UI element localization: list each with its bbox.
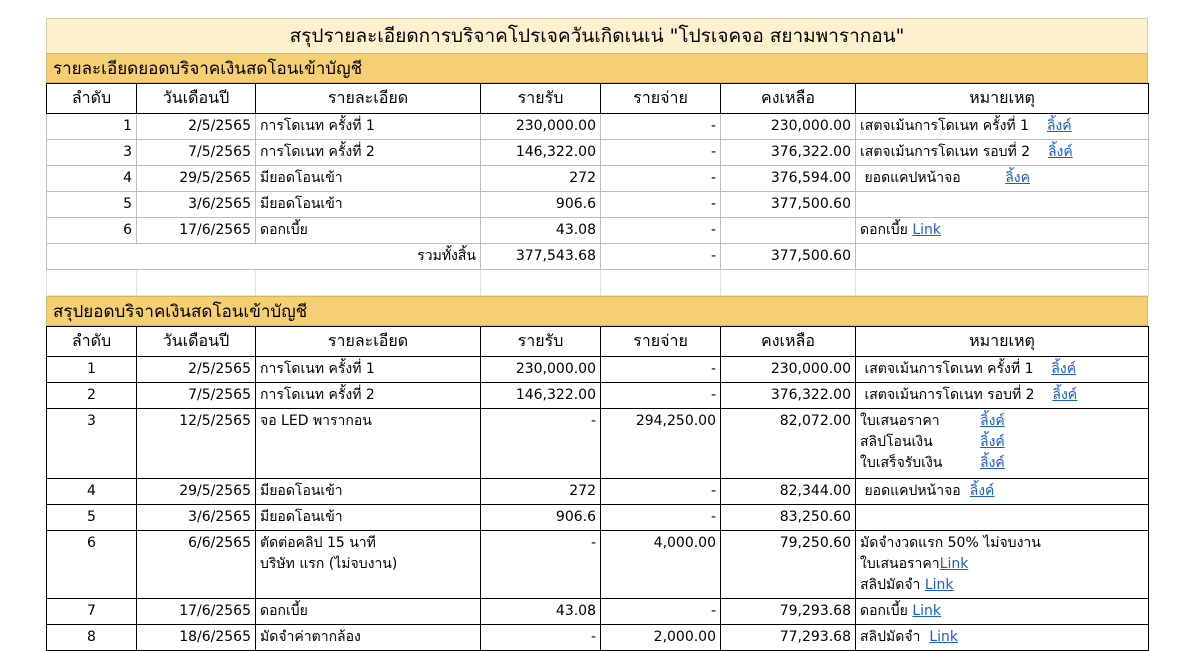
- spacer-row: [47, 270, 1149, 296]
- cell-no[interactable]: 1: [47, 357, 137, 383]
- cell-expense[interactable]: -: [601, 140, 721, 166]
- cell-no[interactable]: 6: [47, 218, 137, 244]
- detail-line: บริษัท แรก (ไม่จบงาน): [260, 556, 398, 572]
- table-row: [47, 599, 1149, 625]
- cell-detail[interactable]: มัดจำค่าตากล้อง: [256, 625, 481, 651]
- cell-income[interactable]: 272: [481, 479, 601, 505]
- cell-date[interactable]: 3/6/2565: [137, 192, 256, 218]
- empty-cell[interactable]: [601, 270, 721, 296]
- cell-no[interactable]: 4: [47, 166, 137, 192]
- cell-date[interactable]: 29/5/2565: [137, 479, 256, 505]
- cell-note[interactable]: [856, 114, 1149, 140]
- cell-date[interactable]: 17/6/2565: [137, 218, 256, 244]
- note-link[interactable]: ลิ้งค์: [1046, 118, 1072, 134]
- total-expense[interactable]: -: [601, 244, 721, 270]
- cell-income[interactable]: 230,000.00: [481, 114, 601, 140]
- cell-note[interactable]: [856, 599, 1149, 625]
- table-row: [47, 166, 1149, 192]
- cell-balance[interactable]: 79,293.68: [721, 599, 856, 625]
- note-link[interactable]: ลิ้งค์: [1052, 387, 1078, 403]
- cell-note[interactable]: [856, 357, 1149, 383]
- col-header: หมายเหตุ: [856, 84, 1149, 114]
- cell-date[interactable]: 2/5/2565: [137, 357, 256, 383]
- cell-income[interactable]: 906.6: [481, 192, 601, 218]
- note-link[interactable]: ลิ้งค์: [980, 434, 1005, 450]
- note-text: สลิปโอนเงิน: [860, 434, 933, 450]
- cell-note[interactable]: [856, 383, 1149, 409]
- total-row: [47, 244, 1149, 270]
- note-link[interactable]: ลิ้งค: [1005, 170, 1030, 186]
- cell-note[interactable]: [856, 166, 1149, 192]
- cell-note[interactable]: [856, 218, 1149, 244]
- col-header: คงเหลือ: [721, 84, 856, 114]
- cell-balance[interactable]: 82,344.00: [721, 479, 856, 505]
- note-text: ดอกเบี้ย: [860, 603, 908, 619]
- cell-detail[interactable]: การโดเนท ครั้งที่ 2: [256, 140, 481, 166]
- note-text: เสตจเม้นการโดเนท ครั้งที่ 1: [864, 361, 1034, 377]
- cell-date[interactable]: 6/6/2565: [137, 531, 256, 599]
- cell-date[interactable]: 3/6/2565: [137, 505, 256, 531]
- note-text: ดอกเบี้ย: [860, 222, 908, 238]
- cell-detail[interactable]: มียอดโอนเข้า: [256, 192, 481, 218]
- table-row: [47, 625, 1149, 651]
- cell-no[interactable]: 1: [47, 114, 137, 140]
- note-text: เสตจเม้นการโดเนท รอบที่ 2: [860, 144, 1031, 160]
- note-link[interactable]: Link: [912, 222, 941, 238]
- cell-expense[interactable]: -: [601, 505, 721, 531]
- total-label[interactable]: รวมทั้งสิ้น: [47, 244, 481, 270]
- total-balance[interactable]: 377,500.60: [721, 244, 856, 270]
- note-link[interactable]: Link: [929, 629, 958, 645]
- cell-expense[interactable]: 294,250.00: [601, 409, 721, 479]
- table-row: [47, 479, 1149, 505]
- col-header: รายละเอียด: [256, 327, 481, 357]
- cell-detail[interactable]: มียอดโอนเข้า: [256, 166, 481, 192]
- cell-note[interactable]: [856, 531, 1149, 599]
- note-text: ยอดแคปหน้าจอ: [864, 483, 961, 499]
- cell-date[interactable]: 18/6/2565: [137, 625, 256, 651]
- col-header: คงเหลือ: [721, 327, 856, 357]
- note-text: สลิปมัดจำ: [860, 629, 921, 645]
- cell-balance[interactable]: 376,594.00: [721, 166, 856, 192]
- col-header: รายละเอียด: [256, 84, 481, 114]
- cell-income[interactable]: 230,000.00: [481, 357, 601, 383]
- table-row: [47, 218, 1149, 244]
- sheet-title: สรุปรายละเอียดการบริจาคโปรเจควันเกิดเนเน่ "โปรเจคจอ สยามพารากอน": [46, 18, 1148, 53]
- cell-detail[interactable]: จอ LED พารากอน: [256, 409, 481, 479]
- table-row: [47, 505, 1149, 531]
- cell-balance[interactable]: 376,322.00: [721, 383, 856, 409]
- cell-date[interactable]: 12/5/2565: [137, 409, 256, 479]
- cell-expense[interactable]: -: [601, 383, 721, 409]
- note-text: ยอดแคปหน้าจอ: [864, 170, 961, 186]
- col-header: ลำดับ: [47, 84, 137, 114]
- table-row: [47, 192, 1149, 218]
- empty-cell[interactable]: [721, 270, 856, 296]
- section1-table: [46, 83, 1149, 296]
- cell-note[interactable]: [856, 505, 1149, 531]
- cell-detail[interactable]: การโดเนท ครั้งที่ 2: [256, 383, 481, 409]
- col-header: รายรับ: [481, 327, 601, 357]
- cell-expense[interactable]: 4,000.00: [601, 531, 721, 599]
- table-row: [47, 383, 1149, 409]
- col-header: รายรับ: [481, 84, 601, 114]
- cell-no[interactable]: 8: [47, 625, 137, 651]
- table-row: [47, 531, 1149, 599]
- cell-balance[interactable]: 230,000.00: [721, 114, 856, 140]
- total-income[interactable]: 377,543.68: [481, 244, 601, 270]
- note-link[interactable]: ลิ้งค์: [980, 413, 1005, 429]
- col-header: รายจ่าย: [601, 327, 721, 357]
- cell-expense[interactable]: -: [601, 357, 721, 383]
- cell-no[interactable]: 3: [47, 409, 137, 479]
- cell-date[interactable]: 7/5/2565: [137, 383, 256, 409]
- note-link[interactable]: Link: [912, 603, 941, 619]
- note-link[interactable]: ลิ้งค์: [1047, 144, 1073, 160]
- cell-detail[interactable]: ดอกเบี้ย: [256, 218, 481, 244]
- cell-note[interactable]: [856, 192, 1149, 218]
- empty-cell[interactable]: [137, 270, 256, 296]
- empty-cell[interactable]: [481, 270, 601, 296]
- spreadsheet: [46, 18, 1148, 651]
- section1-heading: รายละเอียดยอดบริจาคเงินสดโอนเข้าบัญชี: [46, 53, 1148, 83]
- note-text: ใบเสนอราคา: [860, 556, 940, 572]
- col-header: วันเดือนปี: [137, 84, 256, 114]
- cell-expense[interactable]: -: [601, 192, 721, 218]
- cell-income[interactable]: 43.08: [481, 599, 601, 625]
- section2-heading: สรุปยอดบริจาคเงินสดโอนเข้าบัญชี: [46, 296, 1148, 326]
- cell-no[interactable]: 2: [47, 383, 137, 409]
- cell-balance[interactable]: 82,072.00: [721, 409, 856, 479]
- note-text: เสตจเม้นการโดเนท รอบที่ 2: [864, 387, 1035, 403]
- cell-income[interactable]: -: [481, 409, 601, 479]
- cell-balance[interactable]: 376,322.00: [721, 140, 856, 166]
- cell-note[interactable]: [856, 479, 1149, 505]
- col-header: วันเดือนปี: [137, 327, 256, 357]
- cell-no[interactable]: 3: [47, 140, 137, 166]
- cell-balance[interactable]: [721, 218, 856, 244]
- table-row: [47, 140, 1149, 166]
- cell-income[interactable]: -: [481, 625, 601, 651]
- cell-balance[interactable]: 230,000.00: [721, 357, 856, 383]
- empty-cell[interactable]: [47, 270, 137, 296]
- cell-date[interactable]: 17/6/2565: [137, 599, 256, 625]
- cell-date[interactable]: 29/5/2565: [137, 166, 256, 192]
- cell-note[interactable]: [856, 625, 1149, 651]
- cell-income[interactable]: 146,322.00: [481, 140, 601, 166]
- cell-expense[interactable]: -: [601, 166, 721, 192]
- note-text: มัดจำงวดแรก 50% ไม่จบงาน: [860, 535, 1041, 551]
- cell-note[interactable]: [856, 409, 1149, 479]
- cell-detail[interactable]: มียอดโอนเข้า: [256, 479, 481, 505]
- cell-note[interactable]: [856, 140, 1149, 166]
- cell-balance[interactable]: 377,500.60: [721, 192, 856, 218]
- cell-date[interactable]: 7/5/2565: [137, 140, 256, 166]
- col-header: รายจ่าย: [601, 84, 721, 114]
- cell-no[interactable]: 6: [47, 531, 137, 599]
- table-row: [47, 114, 1149, 140]
- note-link[interactable]: Link: [924, 577, 954, 593]
- note-link[interactable]: Link: [939, 556, 969, 572]
- note-text: สลิปมัดจำ: [860, 577, 921, 593]
- cell-no[interactable]: 5: [47, 505, 137, 531]
- cell-balance[interactable]: 83,250.60: [721, 505, 856, 531]
- cell-expense[interactable]: 2,000.00: [601, 625, 721, 651]
- table-row: [47, 357, 1149, 383]
- cell-date[interactable]: 2/5/2565: [137, 114, 256, 140]
- cell-income[interactable]: -: [481, 531, 601, 599]
- cell-expense[interactable]: -: [601, 218, 721, 244]
- detail-line: ตัดต่อคลิป 15 นาที: [260, 535, 376, 551]
- cell-income[interactable]: 272: [481, 166, 601, 192]
- col-header: หมายเหตุ: [856, 327, 1149, 357]
- cell-expense[interactable]: -: [601, 479, 721, 505]
- cell-note[interactable]: [856, 244, 1149, 270]
- note-text: ใบเสร็จรับเงิน: [860, 455, 943, 471]
- cell-detail[interactable]: การโดเนท ครั้งที่ 1: [256, 114, 481, 140]
- empty-cell[interactable]: [256, 270, 481, 296]
- cell-detail[interactable]: การโดเนท ครั้งที่ 1: [256, 357, 481, 383]
- cell-balance[interactable]: 77,293.68: [721, 625, 856, 651]
- note-link[interactable]: ลิ้งค์: [969, 483, 995, 499]
- section2-table: [46, 326, 1149, 651]
- cell-income[interactable]: 906.6: [481, 505, 601, 531]
- cell-no[interactable]: 4: [47, 479, 137, 505]
- cell-detail[interactable]: มียอดโอนเข้า: [256, 505, 481, 531]
- cell-no[interactable]: 5: [47, 192, 137, 218]
- table-row: [47, 409, 1149, 479]
- empty-cell[interactable]: [856, 270, 1149, 296]
- note-link[interactable]: ลิ้งค์: [980, 455, 1005, 471]
- cell-no[interactable]: 7: [47, 599, 137, 625]
- note-text: ใบเสนอราคา: [860, 413, 940, 429]
- section1-header-row: [47, 84, 1149, 114]
- note-text: เสตจเม้นการโดเนท ครั้งที่ 1: [860, 118, 1030, 134]
- note-link[interactable]: ลิ้งค์: [1051, 361, 1077, 377]
- cell-balance[interactable]: 79,250.60: [721, 531, 856, 599]
- cell-detail[interactable]: [256, 531, 481, 599]
- cell-expense[interactable]: -: [601, 599, 721, 625]
- cell-income[interactable]: 146,322.00: [481, 383, 601, 409]
- section2-header-row: [47, 327, 1149, 357]
- cell-detail[interactable]: ดอกเบี้ย: [256, 599, 481, 625]
- cell-expense[interactable]: -: [601, 114, 721, 140]
- cell-income[interactable]: 43.08: [481, 218, 601, 244]
- col-header: ลำดับ: [47, 327, 137, 357]
